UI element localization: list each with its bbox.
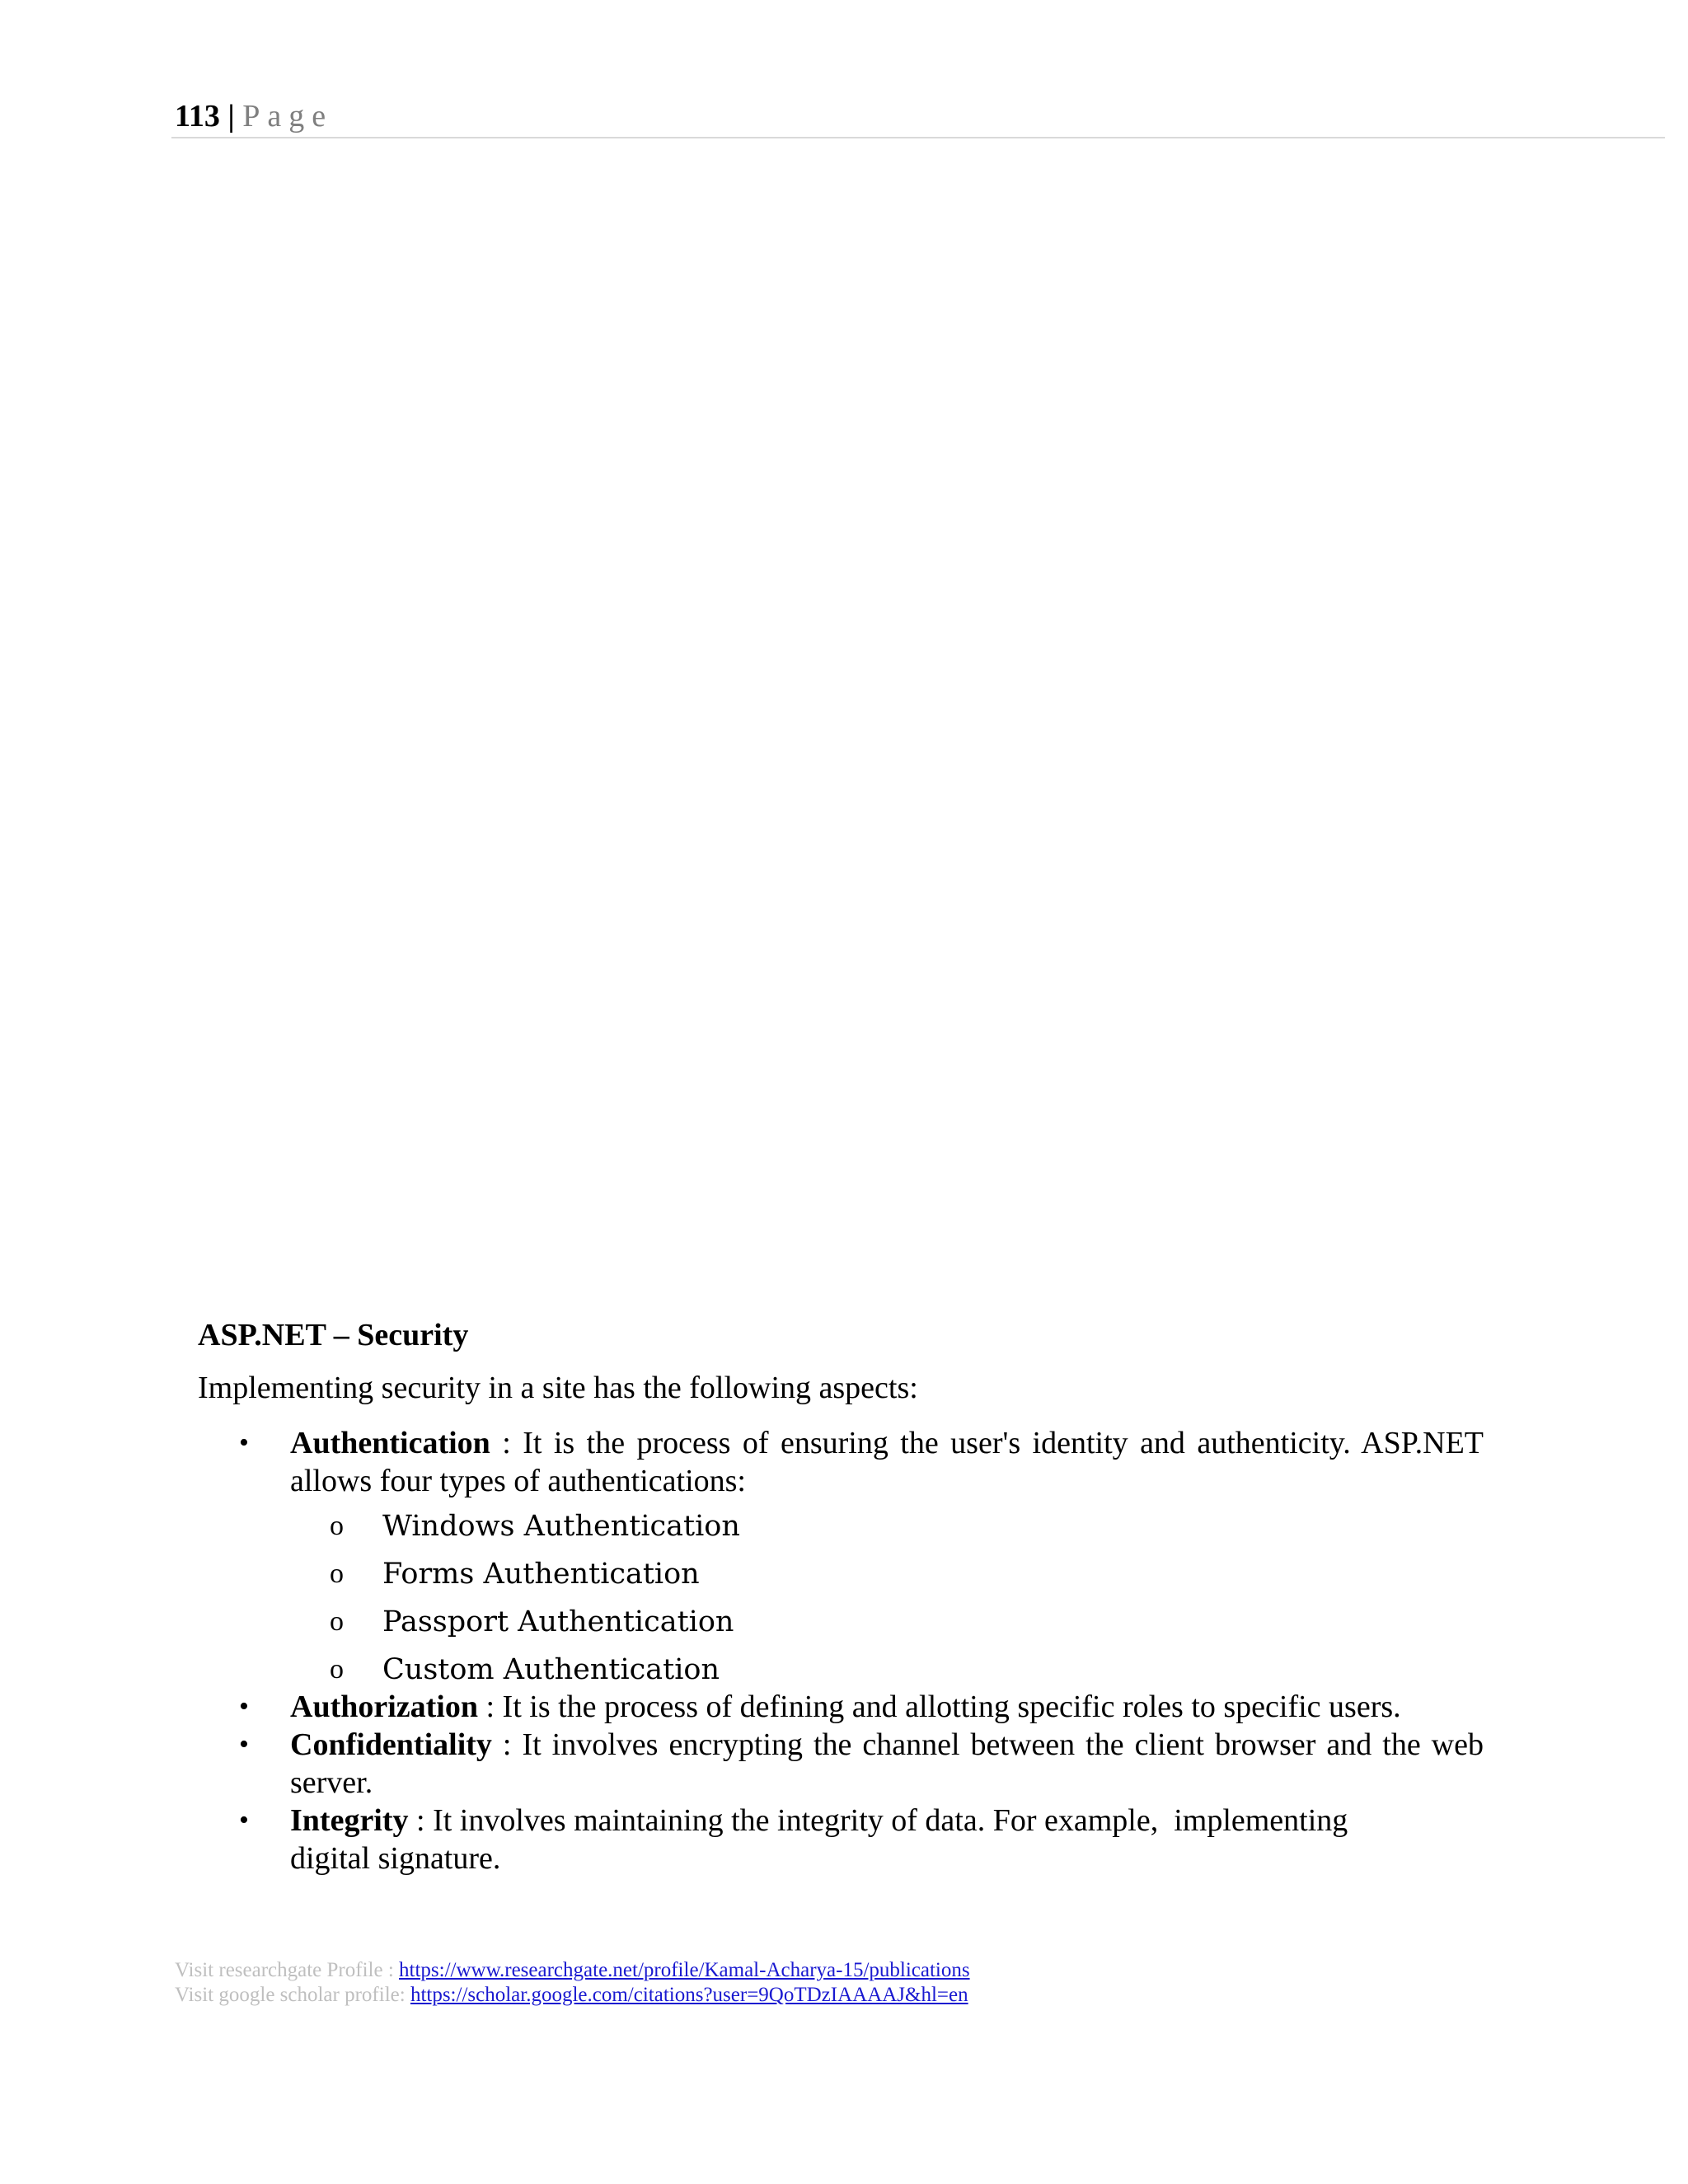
- scholar-label: Visit google scholar profile:: [175, 1984, 410, 2006]
- term-confidentiality: Confidentiality: [290, 1727, 492, 1762]
- list-item-text: [290, 1424, 1484, 1500]
- sub-bullet-marker: o: [330, 1606, 344, 1637]
- scholar-link[interactable]: https://scholar.google.com/citations?user=9QoTDzIAAAAJ&hl=en: [410, 1984, 968, 2006]
- list-item-text: [290, 1802, 1409, 1877]
- bullet-marker: •: [239, 1805, 249, 1835]
- page-header: [175, 97, 333, 135]
- page-separator: |: [227, 99, 235, 134]
- footer-researchgate: [175, 1958, 970, 1983]
- footer: [175, 1958, 970, 2008]
- sub-item-text: Forms Authentication: [382, 1558, 700, 1591]
- sub-bullet-marker: o: [330, 1654, 344, 1685]
- bullet-marker: •: [239, 1691, 249, 1722]
- sub-item-text: Windows Authentication: [382, 1510, 740, 1543]
- sub-item-text: Passport Authentication: [382, 1605, 734, 1638]
- definition-authorization: : It is the process of defining and allotting specific roles to specific users.: [478, 1690, 1401, 1724]
- bullet-marker: •: [239, 1729, 249, 1760]
- list-item-text: [290, 1688, 1484, 1726]
- definition-integrity: : It involves maintaining the integrity of data. For example, implementing digital signature.: [290, 1803, 1356, 1876]
- term-integrity: Integrity: [290, 1803, 409, 1838]
- sub-item-text: Custom Authentication: [382, 1653, 720, 1686]
- sub-bullet-marker: o: [330, 1511, 344, 1541]
- researchgate-link[interactable]: https://www.researchgate.net/profile/Kamal-Acharya-15/publications: [399, 1959, 970, 1981]
- section-title: ASP.NET – Security: [198, 1318, 469, 1352]
- bullet-marker: •: [239, 1427, 249, 1458]
- page-label: Page: [242, 99, 334, 134]
- definition-authentication: : It is the process of ensuring the user's identity and authenticity. ASP.NET allows four types of authentications:: [290, 1426, 1484, 1498]
- definition-confidentiality: : It involves encrypting the channel between the client browser and the web server.: [290, 1727, 1484, 1800]
- researchgate-label: Visit researchgate Profile :: [175, 1959, 400, 1981]
- term-authorization: Authorization: [290, 1690, 478, 1724]
- list-item-text: [290, 1726, 1484, 1802]
- header-divider: [171, 137, 1665, 138]
- term-authentication: Authentication: [290, 1426, 490, 1460]
- intro-paragraph: Implementing security in a site has the following aspects:: [198, 1371, 918, 1405]
- sub-bullet-marker: o: [330, 1558, 344, 1589]
- footer-scholar: [175, 1983, 970, 2008]
- page-number: 113: [175, 99, 220, 134]
